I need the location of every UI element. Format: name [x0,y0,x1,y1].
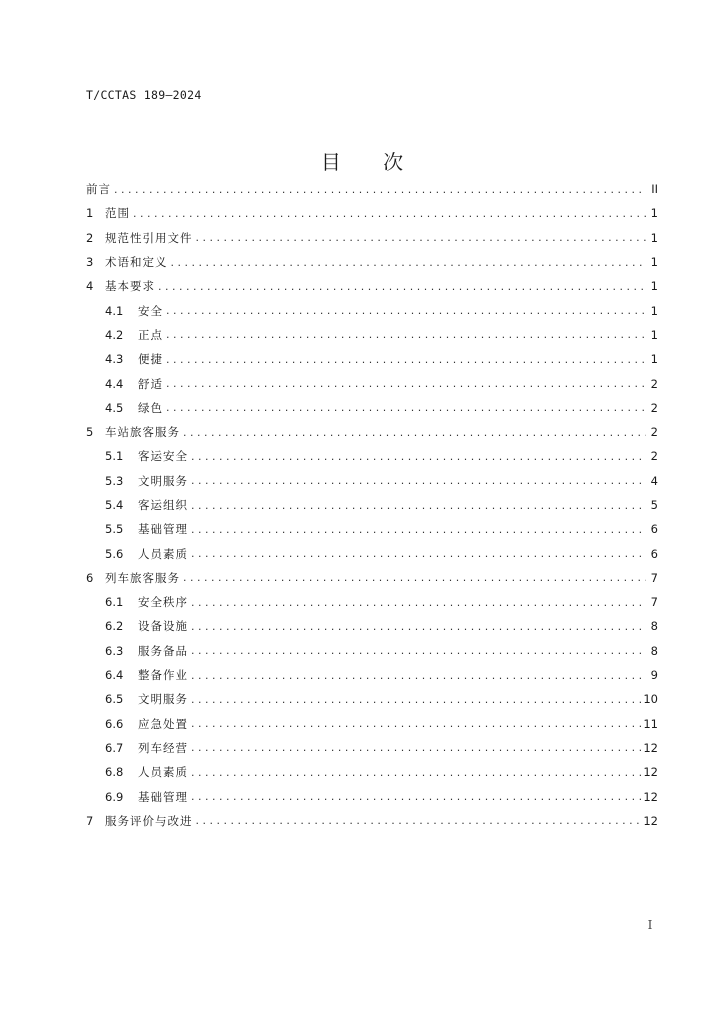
toc-entry[interactable] [86,639,658,663]
toc-entry-label: 列车经营 [138,740,188,755]
toc-entry-label: 列车旅客服务 [105,570,180,585]
toc-entry[interactable] [86,517,658,541]
dot-leader [191,717,641,730]
toc-entry-label: 范围 [105,206,130,221]
toc-entry[interactable] [86,541,658,565]
toc-entry-label: 安全 [138,303,163,318]
toc-entry[interactable] [86,760,658,784]
toc-entry[interactable] [86,566,658,590]
toc-entry-page: 1 [650,230,658,245]
toc-entry-page: 6 [650,522,658,537]
toc-entry-label: 舒适 [138,376,163,391]
toc-entry-page: 1 [650,255,658,270]
toc-entry-number: 4.1 [105,303,124,318]
toc-entry-number: 5.5 [105,522,124,537]
toc-entry-label: 服务备品 [138,643,188,658]
toc-entry[interactable] [86,444,658,468]
toc-entry-page: 1 [650,206,658,221]
toc-entry-number: 2 [86,230,94,245]
dot-leader [191,741,641,754]
dot-leader [191,693,641,706]
dot-leader [191,547,646,560]
dot-leader [191,499,646,512]
dot-leader [191,620,646,633]
toc-entry-page: 8 [650,643,658,658]
toc-entry[interactable] [86,371,658,395]
toc-entry-number: 3 [86,255,94,270]
toc-entry-number: 6.1 [105,595,124,610]
toc-entry-label: 基础管理 [138,789,188,804]
dot-leader [191,790,641,803]
toc-entry-page: 1 [650,279,658,294]
dot-leader [166,304,646,317]
toc-entry-number: 6.8 [105,765,124,780]
toc-entry-number: 4.4 [105,376,124,391]
toc-entry[interactable] [86,663,658,687]
toc-entry-label: 基本要求 [105,279,155,294]
toc-entry-label: 人员素质 [138,546,188,561]
dot-leader [191,450,646,463]
toc-entry-label: 客运安全 [138,449,188,464]
toc-entry[interactable] [86,347,658,371]
toc-entry-label: 整备作业 [138,668,188,683]
toc-entry-label: 客运组织 [138,498,188,512]
toc-entry-label: 车站旅客服务 [105,425,180,440]
dot-leader [166,328,646,341]
toc-entry-label: 服务评价与改进 [105,813,193,828]
toc-entry-number: 6.9 [105,789,124,804]
toc-entry-number: 6.5 [105,692,124,707]
toc-entry-number: 4 [86,279,94,294]
toc-entry-label: 文明服务 [138,473,188,488]
toc-entry-label: 人员素质 [138,765,188,780]
toc-entry-number: 4.2 [105,327,124,342]
toc-entry-number: 5.3 [105,473,124,488]
toc-entry-page: 9 [650,668,658,683]
toc-entry-number: 5.1 [105,449,124,464]
toc-entry-number: 6.6 [105,716,124,731]
toc-entry[interactable] [86,469,658,493]
toc-entry-page: 2 [650,400,658,415]
toc-entry-number: 6.4 [105,668,124,683]
dot-leader [196,231,647,244]
toc-entry-page: 12 [643,740,658,755]
dot-leader [191,766,641,779]
toc-entry-label: 基础管理 [138,522,188,537]
toc-entry-page: 2 [650,376,658,391]
toc-entry[interactable] [86,614,658,638]
toc-entry-page: 12 [643,765,658,780]
page-number: I [647,918,653,932]
dot-leader [191,644,646,657]
toc-entry-page: 4 [650,473,658,488]
toc-entry-page: 12 [643,789,658,804]
toc-entry[interactable] [86,687,658,711]
toc-entry-page: 1 [650,303,658,318]
toc-entry-number: 6.3 [105,643,124,658]
toc-entry-number: 7 [86,813,94,828]
dot-leader [191,523,646,536]
toc-entry-page: 1 [650,327,658,342]
toc-entry-page: 7 [650,570,658,585]
toc-entry[interactable] [86,177,658,201]
toc-entry-label: 文明服务 [138,692,188,707]
dot-leader [166,401,646,414]
toc-entry[interactable] [86,201,658,225]
toc-entry-page: 2 [650,449,658,464]
toc-entry[interactable] [86,323,658,347]
toc-entry-number: 6.2 [105,619,124,634]
dot-leader [191,474,646,487]
dot-leader [166,353,646,366]
dot-leader [133,207,646,220]
dot-leader [158,280,646,293]
toc-entry-page: 1 [650,352,658,367]
toc-entry-number: 4.5 [105,400,124,415]
toc-entry-page: 11 [643,716,658,731]
toc-entry[interactable] [86,250,658,274]
toc-entry-label: 应急处置 [138,716,188,731]
toc-entry[interactable] [86,274,658,298]
toc-entry-number: 5.4 [105,498,124,512]
toc-entry[interactable] [86,736,658,760]
toc-entry[interactable] [86,809,658,833]
toc-entry-number: 6.7 [105,740,124,755]
toc-entry-number: 6 [86,570,94,585]
dot-leader [191,596,646,609]
toc-entry-label: 安全秩序 [138,595,188,610]
toc-entry-label: 规范性引用文件 [105,230,193,245]
toc-entry-number: 1 [86,206,94,221]
dot-leader [171,256,647,269]
toc-entry-page: II [651,182,658,197]
toc-entry-label: 设备设施 [138,619,188,634]
dot-leader [166,377,646,390]
toc-entry-page: 10 [643,692,658,707]
toc-entry-number: 5 [86,425,94,440]
toc-entry-page: 5 [650,498,658,512]
toc-entry-page: 8 [650,619,658,634]
dot-leader [191,669,646,682]
toc-entry-number: 4.3 [105,352,124,367]
toc-entry-page: 6 [650,546,658,561]
toc-entry-page: 2 [650,425,658,440]
toc-entry[interactable] [86,712,658,736]
toc-entry[interactable] [86,590,658,614]
table-of-contents [86,177,658,833]
toc-entry-page: 7 [650,595,658,610]
toc-entry-label: 便捷 [138,352,163,367]
toc-entry-label: 正点 [138,327,163,342]
toc-entry[interactable] [86,298,658,322]
page-title: 目 次 [320,150,422,174]
toc-entry-page: 12 [643,813,658,828]
dot-leader [196,814,642,827]
toc-entry[interactable] [86,420,658,444]
toc-entry-label: 前言 [86,182,111,197]
toc-entry-label: 术语和定义 [105,255,168,270]
dot-leader [183,426,646,439]
toc-entry-label: 绿色 [138,400,163,415]
dot-leader [183,571,646,584]
toc-entry-number: 5.6 [105,546,124,561]
document-code: T/CCTAS 189—2024 [86,88,202,102]
dot-leader [114,183,646,196]
toc-entry[interactable] [86,226,658,250]
toc-entry[interactable] [86,493,658,517]
toc-entry[interactable] [86,396,658,420]
toc-entry[interactable] [86,784,658,808]
